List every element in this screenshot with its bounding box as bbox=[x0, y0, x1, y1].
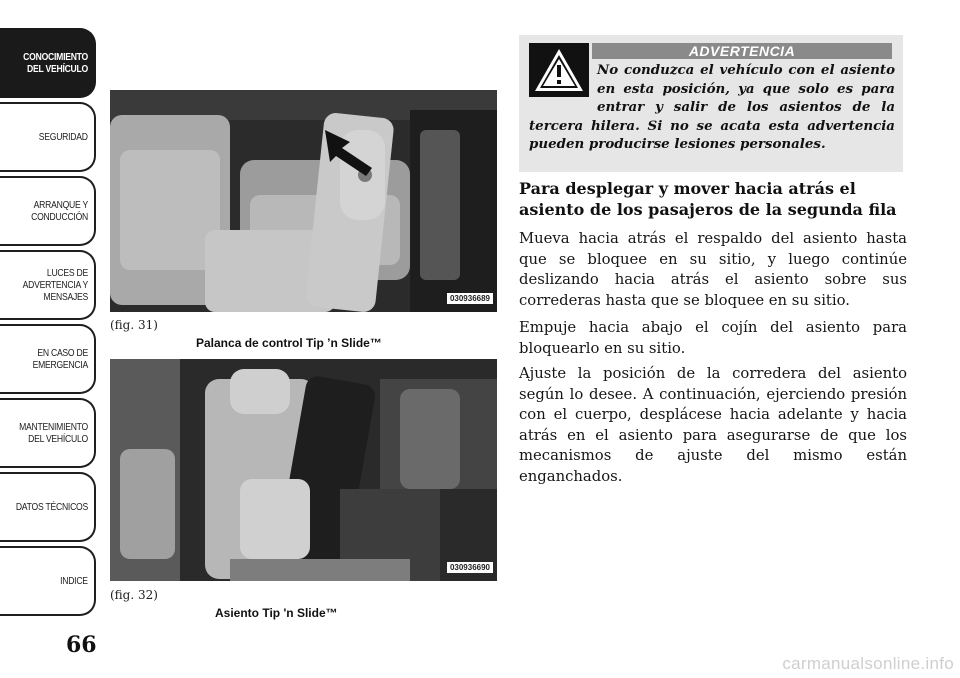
warning-body: No conduzca el vehículo con el asiento en esta posición, ya que solo es para entrar y salir de los asientos de la tercera hilera. Si no se acata esta advertencia pueden producirse lesiones personales. bbox=[529, 62, 895, 152]
warning-text bbox=[529, 61, 895, 154]
figure-32-label: (fig. 32) bbox=[110, 588, 158, 602]
paragraph-2: Empuje hacia abajo el cojín del asiento para bloquearlo en su sitio. bbox=[519, 319, 907, 357]
tab-conocimiento-del-vehiculo[interactable] bbox=[0, 28, 96, 98]
tab-label: EN CASO DE EMERGENCIA bbox=[32, 347, 88, 371]
figure-code: 030936689 bbox=[447, 293, 493, 304]
tab-seguridad[interactable] bbox=[0, 102, 96, 172]
section-heading: Para desplegar y mover hacia atrás el asiento de los pasajeros de la segunda fila bbox=[519, 179, 897, 219]
warning-box bbox=[519, 35, 903, 172]
tab-label: ARRANQUE Y CONDUCCIÓN bbox=[31, 199, 88, 223]
tab-label: SEGURIDAD bbox=[39, 131, 88, 143]
tab-arranque-y-conduccion[interactable] bbox=[0, 176, 96, 246]
tab-datos-tecnicos[interactable] bbox=[0, 472, 96, 542]
tab-label: MANTENIMIENTO DEL VEHÍCULO bbox=[19, 421, 89, 445]
tab-indice[interactable] bbox=[0, 546, 96, 616]
tab-label: DATOS TÉCNICOS bbox=[15, 501, 88, 513]
tab-luces-de-advertencia[interactable] bbox=[0, 250, 96, 320]
figure-31-label: (fig. 31) bbox=[110, 318, 158, 332]
tab-label: INDICE bbox=[60, 575, 88, 587]
watermark: carmanualsonline.info bbox=[782, 654, 954, 673]
tab-label: LUCES DE ADVERTENCIA Y MENSAJES bbox=[22, 267, 88, 303]
paragraph-3: Ajuste la posición de la corredera del asiento según lo desee. A continuación, ejerciendo presión con el cuerpo, desplácese hacia adelante y hacia atrás en el asiento para asegurarse de que los mecanismos de ajuste del mismo están enganchados. bbox=[519, 365, 907, 485]
page-number: 66 bbox=[66, 632, 97, 658]
figure-31-photo bbox=[110, 90, 497, 312]
figure-code: 030936690 bbox=[447, 562, 493, 573]
tab-en-caso-de-emergencia[interactable] bbox=[0, 324, 96, 394]
figure-32-photo bbox=[110, 359, 497, 581]
paragraph-1: Mueva hacia atrás el respaldo del asiento hasta que se bloquee en su sitio, y luego continúe deslizando hacia atrás el asiento sobre sus correderas hasta que se bloquee en su sitio. bbox=[519, 230, 907, 309]
figure-31-caption: Palanca de control Tip ’n Slide™ bbox=[196, 336, 382, 350]
warning-title: ADVERTENCIA bbox=[592, 43, 892, 59]
tab-label: CONOCIMIENTO DEL VEHÍCULO bbox=[23, 51, 89, 75]
figure-32-caption: Asiento Tip 'n Slide™ bbox=[215, 606, 338, 620]
tab-mantenimiento[interactable] bbox=[0, 398, 96, 468]
